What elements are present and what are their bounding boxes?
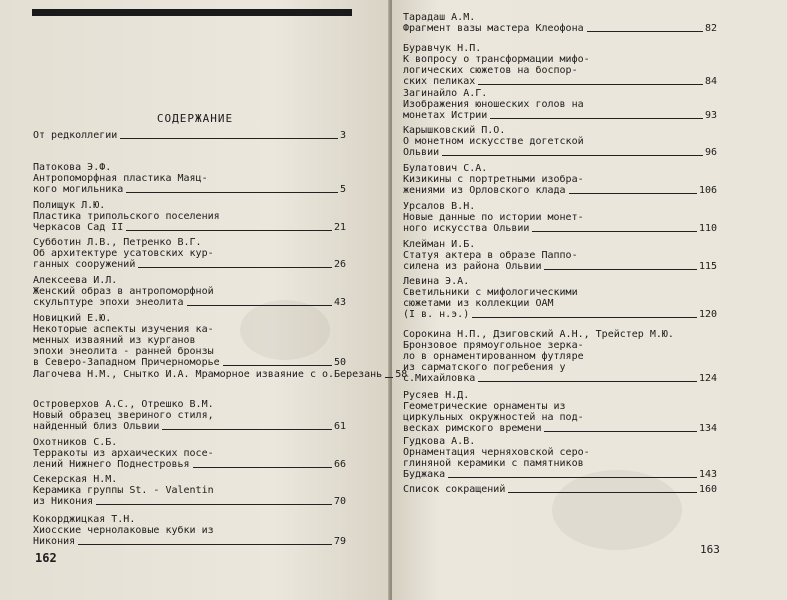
- entry-last-line: [403, 373, 717, 384]
- entry-title-line: Изображения юношеских голов на: [403, 99, 584, 110]
- leader-rule: [490, 118, 703, 119]
- entry-title-line: ло в орнаментированном футляре: [403, 351, 584, 362]
- leader-rule: [508, 492, 697, 493]
- toc-entry[interactable]: [33, 313, 346, 368]
- toc-entry[interactable]: [403, 201, 717, 234]
- entry-page-number: 160: [698, 484, 717, 495]
- entry-title-line: из Никония: [33, 496, 94, 507]
- entry-title-line: глиняной керамики с памятников: [403, 458, 584, 469]
- entry-last-line: [403, 484, 717, 495]
- entry-page-number: 93: [704, 110, 717, 121]
- entry-title-line: Список сокращений: [403, 484, 506, 495]
- entry-last-line: [403, 185, 717, 196]
- contents-heading: СОДЕРЖАНИЕ: [156, 112, 234, 125]
- entry-author: Гудкова А.В.: [403, 436, 476, 447]
- entry-title-line: Женский образ в антропоморфной: [33, 286, 214, 297]
- toc-entry[interactable]: [33, 130, 346, 141]
- entry-title-line: Новый образец звериного стиля,: [33, 410, 214, 421]
- leader-rule: [120, 138, 338, 139]
- entry-page-number: 120: [698, 309, 717, 320]
- entry-title-line: Антропоморфная пластика Маяц-: [33, 173, 208, 184]
- entry-page-number: 26: [333, 259, 346, 270]
- leader-rule: [544, 431, 696, 432]
- leader-rule: [472, 317, 697, 318]
- entry-author: Урсалов В.Н.: [403, 201, 476, 212]
- page-number-left: 162: [35, 551, 57, 565]
- entry-last-line: [403, 423, 717, 434]
- entry-last-line: [33, 259, 346, 270]
- leader-rule: [162, 429, 332, 430]
- entry-page-number: 106: [698, 185, 717, 196]
- leader-rule: [187, 305, 332, 306]
- entry-title-line: кого могильника: [33, 184, 124, 195]
- entry-last-line: [403, 223, 717, 234]
- toc-entry[interactable]: [403, 239, 717, 272]
- entry-page-number: 70: [333, 496, 346, 507]
- entry-page-number: 124: [698, 373, 717, 384]
- entry-title-line: Статуя актера в образе Паппо-: [403, 250, 578, 261]
- entry-title-line: с.Михайловка: [403, 373, 476, 384]
- entry-page-number: 115: [698, 261, 717, 272]
- entry-last-line: [403, 76, 717, 87]
- entry-last-line: [403, 110, 717, 121]
- toc-entry[interactable]: [33, 162, 346, 195]
- entry-page-number: 82: [704, 23, 717, 34]
- entry-title-line: О монетном искусстве догетской: [403, 136, 584, 147]
- toc-entry[interactable]: [403, 12, 717, 34]
- entry-page-number: 58: [395, 369, 408, 380]
- entry-page-number: 79: [333, 536, 346, 547]
- entry-title-line: в Северо-Западном Причерноморье: [33, 357, 220, 368]
- entry-title-line: К вопросу о трансформации мифо-: [403, 54, 590, 65]
- entry-page-number: 50: [333, 357, 346, 368]
- toc-entry[interactable]: [33, 237, 346, 270]
- entry-title-line: Бронзовое прямоугольное зерка-: [403, 340, 584, 351]
- entry-title-line: Ольвии: [403, 147, 440, 158]
- entry-title-line: логических сюжетов на боспор-: [403, 65, 578, 76]
- leader-rule: [532, 231, 697, 232]
- toc-entry[interactable]: [33, 275, 346, 308]
- toc-entry[interactable]: [403, 484, 717, 495]
- entry-page-number: 134: [698, 423, 717, 434]
- leader-rule: [193, 467, 332, 468]
- entry-page-number: 96: [704, 147, 717, 158]
- leader-rule: [385, 377, 393, 378]
- entry-title-line: От редколлегии: [33, 130, 118, 141]
- entry-title-line: Терракоты из архаических посе-: [33, 448, 214, 459]
- entry-title-line: скульптуре эпохи энеолита: [33, 297, 184, 308]
- entry-last-line: [33, 357, 346, 368]
- entry-last-line: [403, 147, 717, 158]
- toc-entry[interactable]: [403, 125, 717, 158]
- entry-page-number: 5: [339, 184, 346, 195]
- leader-rule: [223, 365, 332, 366]
- entry-last-line: [33, 130, 346, 141]
- entry-title-line: силена из района Ольвии: [403, 261, 542, 272]
- entry-title-line: Орнаментация черняховской серо-: [403, 447, 590, 458]
- entry-author: Островерхов А.С., Отрешко В.М.: [33, 399, 214, 410]
- leader-rule: [126, 230, 332, 231]
- entry-last-line: [33, 369, 408, 380]
- entry-title-line: найденный близ Ольвии: [33, 421, 160, 432]
- leader-rule: [138, 267, 332, 268]
- paper-stain: [552, 470, 682, 550]
- entry-page-number: 66: [333, 459, 346, 470]
- entry-title-line: Новые данные по истории монет-: [403, 212, 584, 223]
- entry-last-line: [403, 261, 717, 272]
- entry-author: Тарадаш А.М.: [403, 12, 476, 23]
- entry-title-line: сюжетами из коллекции ОАМ: [403, 298, 554, 309]
- entry-page-number: 110: [698, 223, 717, 234]
- entry-author: Алексеева И.Л.: [33, 275, 118, 286]
- entry-title-line: Черкасов Сад II: [33, 222, 124, 233]
- entry-title-line: (I в. н.э.): [403, 309, 470, 320]
- entry-last-line: [403, 23, 717, 34]
- toc-entry[interactable]: [33, 474, 346, 507]
- leader-rule: [96, 504, 332, 505]
- leader-rule: [448, 477, 697, 478]
- entry-last-line: [403, 469, 717, 480]
- entry-title-line: эпохи энеолита - ранней бронзы: [33, 346, 214, 357]
- toc-entry[interactable]: [33, 514, 346, 547]
- entry-author: Русяев Н.Д.: [403, 390, 470, 401]
- entry-author: Субботин Л.В., Петренко В.Г.: [33, 237, 202, 248]
- entry-title-line: Пластика трипольского поселения: [33, 211, 220, 222]
- leader-rule: [587, 31, 703, 32]
- entry-title-line: циркульных окружностей на под-: [403, 412, 584, 423]
- toc-entry[interactable]: [403, 436, 717, 480]
- entry-page-number: 3: [339, 130, 346, 141]
- entry-title-line: Светильники с мифологическими: [403, 287, 578, 298]
- toc-entry[interactable]: [33, 200, 346, 233]
- entry-last-line: [33, 222, 346, 233]
- leader-rule: [78, 544, 332, 545]
- entry-page-number: 61: [333, 421, 346, 432]
- entry-last-line: [33, 421, 346, 432]
- entry-title-line: Хиосские чернолаковые кубки из: [33, 525, 214, 536]
- entry-title-line: Фрагмент вазы мастера Клеофона: [403, 23, 584, 34]
- entry-title-line: весках римского времени: [403, 423, 542, 434]
- entry-page-number: 84: [704, 76, 717, 87]
- entry-title-line: Буджака: [403, 469, 446, 480]
- entry-author: Левина Э.А.: [403, 276, 470, 287]
- entry-page-number: 143: [698, 469, 717, 480]
- leader-rule: [478, 84, 703, 85]
- toc-entry[interactable]: [403, 329, 717, 384]
- entry-page-number: 43: [333, 297, 346, 308]
- entry-author: Загинайло А.Г.: [403, 88, 488, 99]
- entry-title-line: Лагочева Н.М., Снытко И.А. Мраморное изваяние с о.Березань: [33, 369, 383, 380]
- toc-entry[interactable]: [403, 276, 717, 320]
- entry-title-line: ного искусства Ольвии: [403, 223, 530, 234]
- entry-author: Клейман И.Б.: [403, 239, 476, 250]
- leader-rule: [569, 193, 697, 194]
- entry-last-line: [33, 496, 346, 507]
- entry-title-line: Некоторые аспекты изучения ка-: [33, 324, 214, 335]
- top-rule: [32, 9, 352, 16]
- leader-rule: [442, 155, 703, 156]
- entry-author: Кокорджицкая Т.Н.: [33, 514, 136, 525]
- entry-author: Буравчук Н.П.: [403, 43, 482, 54]
- entry-author: Секерская Н.М.: [33, 474, 118, 485]
- entry-author: Булатович С.А.: [403, 163, 488, 174]
- entry-title-line: Кизикины с портретными изобра-: [403, 174, 584, 185]
- entry-last-line: [33, 459, 346, 470]
- leader-rule: [126, 192, 338, 193]
- entry-title-line: Об архитектуре усатовских кур-: [33, 248, 214, 259]
- toc-entry[interactable]: [403, 163, 717, 196]
- entry-last-line: [33, 536, 346, 547]
- entry-author: Охотников С.Б.: [33, 437, 118, 448]
- entry-title-line: Керамика группы St. - Valentin: [33, 485, 214, 496]
- leader-rule: [478, 381, 697, 382]
- entry-title-line: лений Нижнего Поднестровья: [33, 459, 190, 470]
- entry-title-line: жениями из Орловского клада: [403, 185, 566, 196]
- entry-last-line: [33, 297, 346, 308]
- entry-author: Новицкий Е.Ю.: [33, 313, 112, 324]
- entry-title-line: монетах Истрии: [403, 110, 488, 121]
- toc-entry[interactable]: [33, 437, 346, 470]
- entry-title-line: менных изваяний из курганов: [33, 335, 196, 346]
- entry-last-line: [33, 184, 346, 195]
- toc-entry[interactable]: [33, 399, 346, 432]
- entry-author: Полищук Л.Ю.: [33, 200, 106, 211]
- entry-author: Карышковский П.О.: [403, 125, 506, 136]
- entry-title-line: из сарматского погребения у: [403, 362, 566, 373]
- entry-title-line: ских пеликах: [403, 76, 476, 87]
- toc-entry[interactable]: [403, 88, 717, 121]
- toc-entry[interactable]: [403, 43, 717, 87]
- entry-author: Патокова Э.Ф.: [33, 162, 112, 173]
- entry-last-line: [403, 309, 717, 320]
- entry-title-line: Геометрические орнаменты из: [403, 401, 566, 412]
- toc-entry[interactable]: [33, 369, 408, 380]
- entry-author: Сорокина Н.П., Дзиговский А.Н., Трейстер М.Ю.: [403, 329, 674, 340]
- entry-title-line: ганных сооружений: [33, 259, 136, 270]
- toc-entry[interactable]: [403, 390, 717, 434]
- entry-page-number: 21: [333, 222, 346, 233]
- page-number-right: 163: [700, 543, 720, 556]
- leader-rule: [544, 269, 696, 270]
- entry-title-line: Никония: [33, 536, 76, 547]
